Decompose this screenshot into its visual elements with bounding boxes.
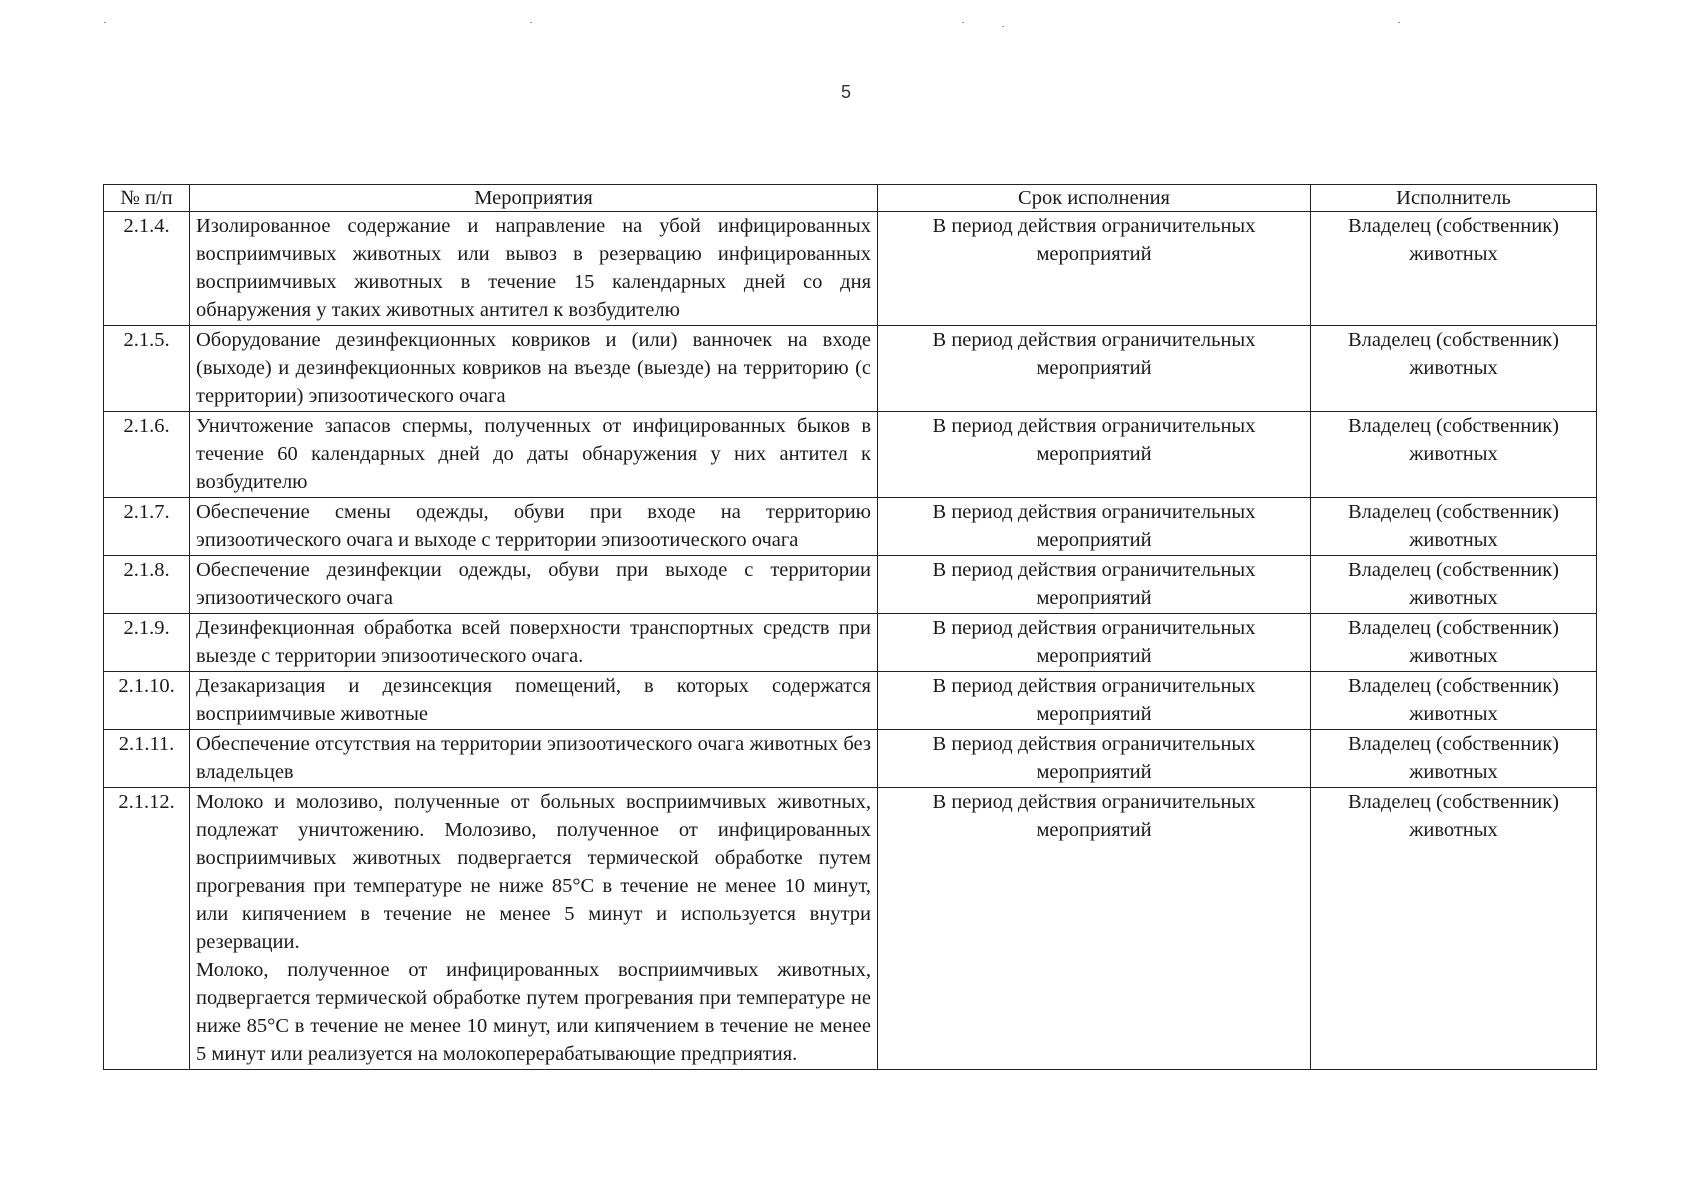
row-term: В период действия ограничительных мероприятий [878, 672, 1311, 730]
scan-speck [1002, 26, 1004, 27]
row-number: 2.1.7. [104, 498, 190, 556]
action-paragraph: Молоко и молозиво, полученные от больных восприимчивых животных, подлежат уничтожению. Молозиво, полученное от инфицированных восприимчивых животных подвергается термической обработке путем прогревания при температуре не ниже 85°С в течение не менее 10 минут, или кипячением в течение не менее 5 минут и используется внутри резервации. [196, 791, 871, 953]
row-term: В период действия ограничительных мероприятий [878, 212, 1311, 326]
table-row [104, 212, 1597, 326]
row-number: 2.1.6. [104, 412, 190, 498]
table-row [104, 326, 1597, 412]
row-number: 2.1.10. [104, 672, 190, 730]
table-row [104, 614, 1597, 672]
row-executor: Владелец (собственник) животных [1311, 498, 1597, 556]
row-executor: Владелец (собственник) животных [1311, 672, 1597, 730]
header-executor: Исполнитель [1311, 185, 1597, 212]
table-row [104, 498, 1597, 556]
table-row [104, 788, 1597, 1070]
table-header [104, 185, 1597, 212]
row-action: Изолированное содержание и направление на убой инфицированных восприимчивых животных или вывоз в резервацию инфицированных восприимчивых животных в течение 15 календарных дней со дня обнаружения у таких животных антител к возбудителю [190, 212, 878, 326]
measures-table [103, 184, 1597, 1070]
table-row [104, 730, 1597, 788]
row-number: 2.1.12. [104, 788, 190, 1070]
page-number: 5 [840, 82, 851, 102]
row-executor: Владелец (собственник) животных [1311, 730, 1597, 788]
row-action: Оборудование дезинфекционных ковриков и (или) ванночек на входе (выходе) и дезинфекционных ковриков на въезде (выезде) на территорию (с территории) эпизоотического очага [190, 326, 878, 412]
row-executor: Владелец (собственник) животных [1311, 788, 1597, 1070]
row-term: В период действия ограничительных мероприятий [878, 556, 1311, 614]
row-term: В период действия ограничительных мероприятий [878, 614, 1311, 672]
row-executor: Владелец (собственник) животных [1311, 614, 1597, 672]
row-number: 2.1.4. [104, 212, 190, 326]
row-action [190, 788, 878, 1070]
scan-speck [530, 22, 532, 23]
table-row [104, 556, 1597, 614]
scan-speck [104, 22, 106, 23]
row-action: Уничтожение запасов спермы, полученных от инфицированных быков в течение 60 календарных дней до даты обнаружения у них антител к возбудителю [190, 412, 878, 498]
row-number: 2.1.11. [104, 730, 190, 788]
row-executor: Владелец (собственник) животных [1311, 212, 1597, 326]
row-executor: Владелец (собственник) животных [1311, 556, 1597, 614]
row-number: 2.1.5. [104, 326, 190, 412]
row-action: Обеспечение дезинфекции одежды, обуви при выходе с территории эпизоотического очага [190, 556, 878, 614]
table-row [104, 672, 1597, 730]
row-number: 2.1.8. [104, 556, 190, 614]
scan-speck [962, 22, 964, 23]
table-body [104, 212, 1597, 1070]
row-executor: Владелец (собственник) животных [1311, 326, 1597, 412]
row-term: В период действия ограничительных мероприятий [878, 326, 1311, 412]
row-action: Дезинфекционная обработка всей поверхности транспортных средств при выезде с территории эпизоотического очага. [190, 614, 878, 672]
row-term: В период действия ограничительных мероприятий [878, 730, 1311, 788]
row-number: 2.1.9. [104, 614, 190, 672]
row-term: В период действия ограничительных мероприятий [878, 412, 1311, 498]
header-row [104, 185, 1597, 212]
row-action: Обеспечение отсутствия на территории эпизоотического очага животных без владельцев [190, 730, 878, 788]
row-action: Обеспечение смены одежды, обуви при входе на территорию эпизоотического очага и выходе с территории эпизоотического очага [190, 498, 878, 556]
header-term: Срок исполнения [878, 185, 1311, 212]
action-paragraph: Молоко, полученное от инфицированных восприимчивых животных, подвергается термической обработке путем прогревания при температуре не ниже 85°С в течение не менее 10 минут, или кипячением в течение не менее 5 минут или реализуется на молокоперерабатывающие предприятия. [196, 959, 871, 1065]
table-row [104, 412, 1597, 498]
header-num: № п/п [104, 185, 190, 212]
row-term: В период действия ограничительных мероприятий [878, 498, 1311, 556]
row-term: В период действия ограничительных мероприятий [878, 788, 1311, 1070]
row-executor: Владелец (собственник) животных [1311, 412, 1597, 498]
header-action: Мероприятия [190, 185, 878, 212]
scan-speck [1398, 22, 1400, 23]
row-action: Дезакаризация и дезинсекция помещений, в которых содержатся восприимчивые животные [190, 672, 878, 730]
